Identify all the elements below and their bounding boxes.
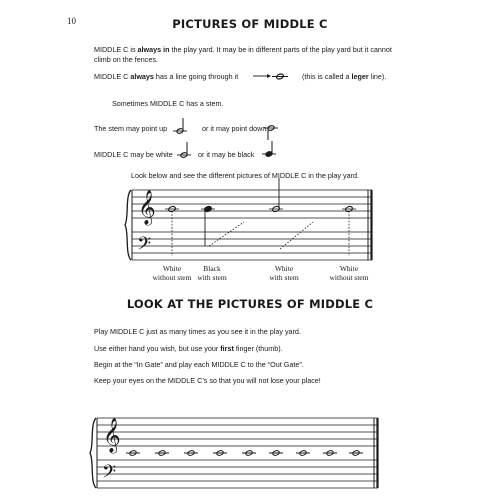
section-title: LOOK AT THE PICTURES OF MIDDLE C <box>126 297 374 311</box>
instruction-play: Play MIDDLE C just as many times as you see it in the play yard. <box>94 327 301 336</box>
paragraph-always-in-line2: climb on the fences. <box>94 55 158 64</box>
note-white-without-stem-2 <box>342 206 356 213</box>
arrow-icon <box>253 74 271 78</box>
stem-up-text: The stem may point up <box>94 124 168 133</box>
bass-clef-icon: 𝄢 <box>102 461 117 486</box>
page-number: 10 <box>67 16 76 26</box>
stem-down-text: or it may point down <box>202 124 267 133</box>
look-below-text: Look below and see the different pictures of MIDDLE C in the play yard. <box>131 171 359 180</box>
treble-clef-icon: 𝄞 <box>103 419 121 452</box>
note-black-with-stem <box>201 206 215 246</box>
note-white-without-stem <box>165 206 179 213</box>
caption-white-without-stem-2: White without stem <box>329 264 369 282</box>
black-note-icon <box>262 141 276 157</box>
play-yard-notes <box>126 450 363 456</box>
instruction-gates: Begin at the “In Gate” and play each MIDDLE C to the “Out Gate”. <box>94 360 304 369</box>
caption-white-without-stem: White without stem <box>152 264 192 282</box>
caption-black-with-stem: Black with stem <box>197 264 227 282</box>
white-note-text: MIDDLE C may be white <box>94 150 173 159</box>
black-note-text: or it may be black <box>198 150 255 159</box>
paragraph-leger-line: MIDDLE C always has a line going through it <box>94 72 239 81</box>
page-title: PICTURES OF MIDDLE C <box>172 17 328 31</box>
caption-white-with-stem: White with stem <box>269 264 299 282</box>
instruction-eyes: Keep your eyes on the MIDDLE C’s so that you will not lose your place! <box>94 376 321 385</box>
leger-line-note-icon <box>272 73 288 80</box>
paragraph-stem: Sometimes MIDDLE C has a stem. <box>112 99 224 108</box>
grand-staff-examples <box>125 178 372 260</box>
paragraph-always-in: MIDDLE C is always in the play yard. It may be in different parts of the play yard but it cannot <box>94 45 392 54</box>
treble-clef-icon: 𝄞 <box>138 191 156 224</box>
stem-up-note-icon <box>173 118 187 134</box>
stem-down-note-icon <box>264 125 278 140</box>
leger-line-note: (this is called a leger line). <box>302 72 387 81</box>
note-white-with-stem <box>269 178 283 212</box>
instruction-hand: Use either hand you wish, but use your first finger (thumb). <box>94 344 283 353</box>
grand-staff-play-yard <box>90 418 378 488</box>
bass-clef-icon: 𝄢 <box>137 233 152 258</box>
white-note-icon <box>177 142 191 158</box>
